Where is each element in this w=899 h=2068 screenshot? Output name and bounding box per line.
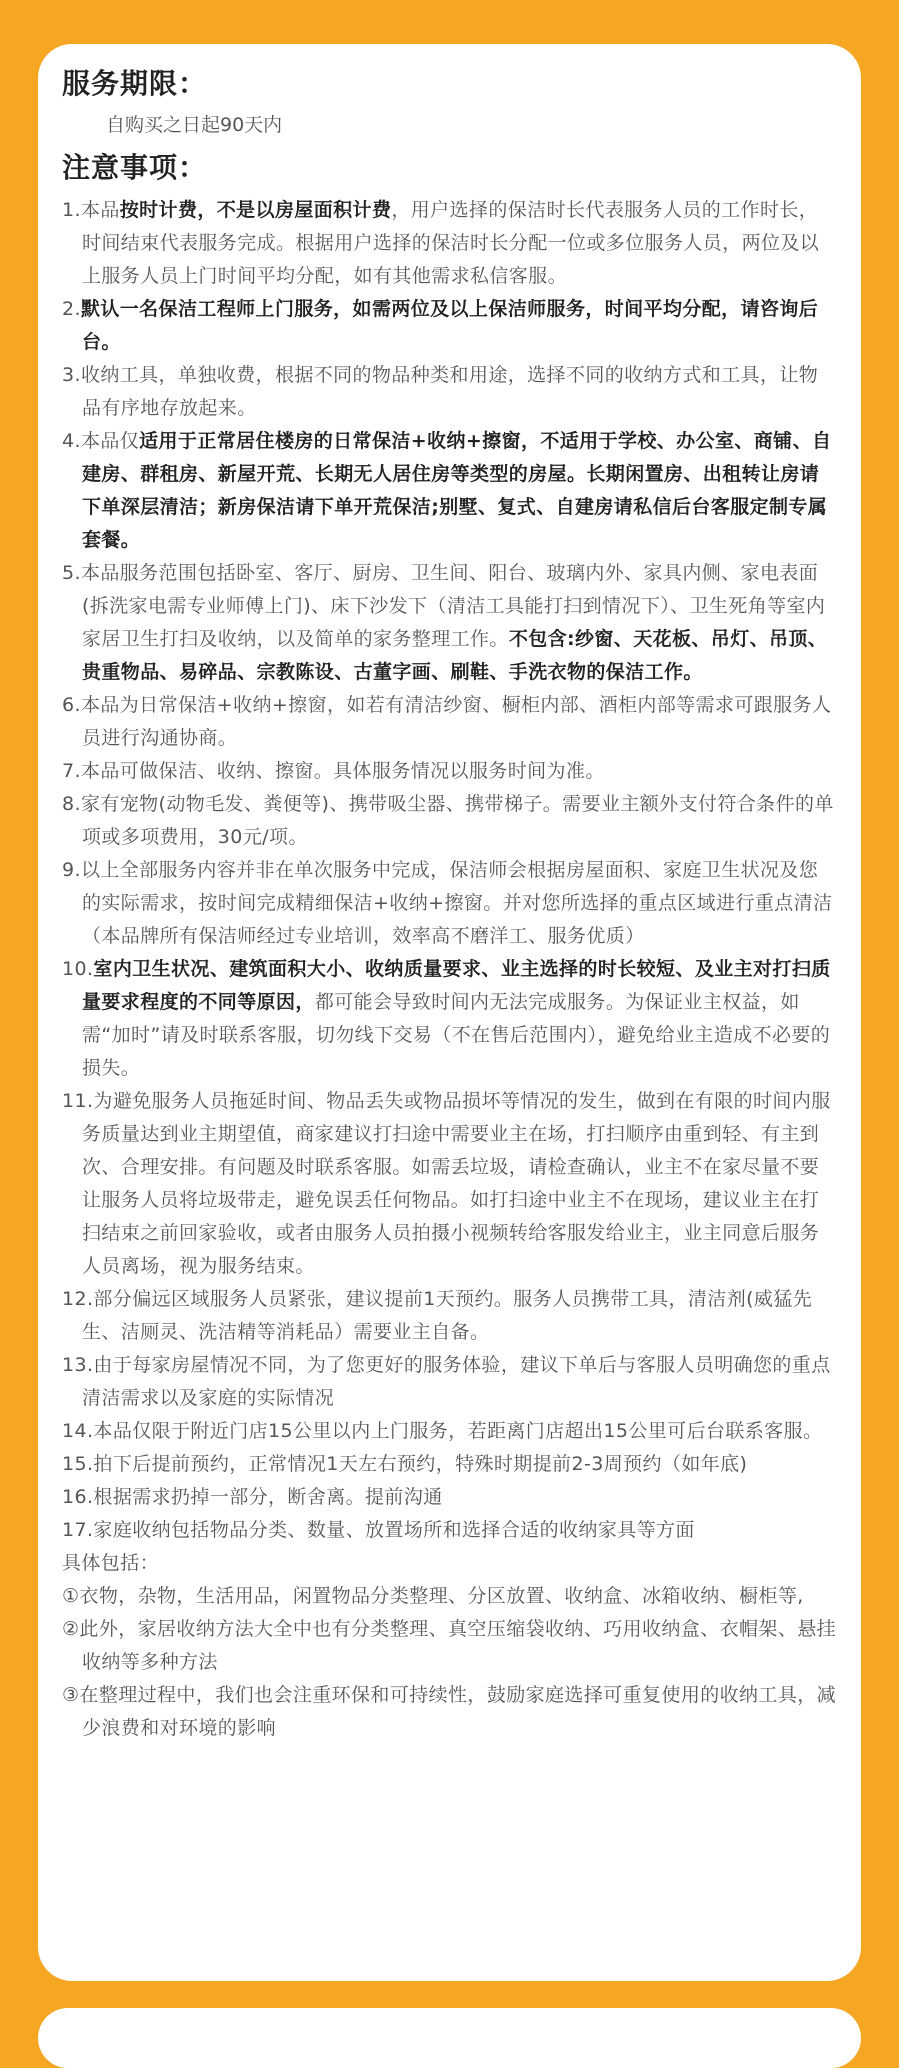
- notice-card: [38, 44, 861, 1981]
- note-item-6: 6.本品为日常保洁+收纳+擦窗，如若有清洁纱窗、橱柜内部、酒柜内部等需求可跟服务人员进行沟通协商。: [62, 694, 832, 749]
- note-item-12: 12.部分偏远区域服务人员紧张，建议提前1天预约。服务人员携带工具，清洁剂(威猛先生、洁厕灵、洗洁精等消耗品）需要业主自备。: [62, 1288, 813, 1343]
- detail-item-1: ①衣物，杂物，生活用品，闲置物品分类整理、分区放置、收纳盒、冰箱收纳、橱柜等,: [62, 1585, 804, 1607]
- note-item-8: 8.家有宠物(动物毛发、粪便等)、携带吸尘器、携带梯子。需要业主额外支付符合条件的单项或多项费用，30元/项。: [62, 793, 834, 848]
- detail-item-2: ②此外，家居收纳方法大全中也有分类整理、真空压缩袋收纳、巧用收纳盒、衣帽架、悬挂收纳等多种方法: [62, 1618, 837, 1673]
- note-item-7: 7.本品可做保洁、收纳、擦窗。具体服务情况以服务时间为准。: [62, 760, 605, 782]
- next-card-edge: [38, 2008, 861, 2068]
- service-period-value: 自购买之日起90天内: [106, 114, 283, 136]
- notes-title: 注意事项：: [62, 151, 208, 184]
- service-period-title: 服务期限：: [62, 67, 208, 100]
- detail-label: 具体包括：: [62, 1552, 160, 1574]
- note-item-17: 17.家庭收纳包括物品分类、数量、放置场所和选择合适的收纳家具等方面: [62, 1519, 695, 1541]
- note-item-1: 1.本品按时计费，不是以房屋面积计费，用户选择的保洁时长代表服务人员的工作时长，时间结束代表服务完成。根据用户选择的保洁时长分配一位或多位服务人员，两位及以上服务人员上门时间平均分配，如有其他需求私信客服。: [62, 199, 820, 287]
- note-item-3: 3.收纳工具，单独收费，根据不同的物品种类和用途，选择不同的收纳方式和工具，让物品有序地存放起来。: [62, 364, 819, 419]
- detail-item-3: ③在整理过程中，我们也会注重环保和可持续性，鼓励家庭选择可重复使用的收纳工具，减少浪费和对环境的影响: [62, 1684, 837, 1739]
- note-item-9: 9.以上全部服务内容并非在单次服务中完成，保洁师会根据房屋面积、家庭卫生状况及您的实际需求，按时间完成精细保洁+收纳+擦窗。并对您所选择的重点区域进行重点清洁（本品牌所有保洁师经过专业培训，效率高不磨洋工、服务优质）: [62, 859, 833, 947]
- note-item-16: 16.根据需求扔掉一部分，断舍离。提前沟通: [62, 1486, 443, 1508]
- note-item-4: 4.本品仅适用于正常居住楼房的日常保洁+收纳+擦窗，不适用于学校、办公室、商铺、自建房、群租房、新屋开荒、长期无人居住房等类型的房屋。长期闲置房、出租转让房请下单深层清洁；新房保洁请下单开荒保洁;别墅、复式、自建房请私信后台客服定制专属套餐。: [62, 430, 832, 551]
- notes-list: [62, 194, 837, 1745]
- note-item-11: 11.为避免服务人员拖延时间、物品丢失或物品损坏等情况的发生，做到在有限的时间内服务质量达到业主期望值，商家建议打扫途中需要业主在场，打扫顺序由重到轻、有主到次、合理安排。有问题及时联系客服。如需丢垃圾，请检查确认，业主不在家尽量不要让服务人员将垃圾带走，避免误丢任何物品。如打扫途中业主不在现场，建议业主在打扫结束之前回家验收，或者由服务人员拍摄小视频转给客服发给业主，业主同意后服务人员离场，视为服务结束。: [62, 1090, 831, 1277]
- note-item-14: 14.本品仅限于附近门店15公里以内上门服务，若距离门店超出15公里可后台联系客服。: [62, 1420, 823, 1442]
- note-item-2: 2.默认一名保洁工程师上门服务，如需两位及以上保洁师服务，时间平均分配，请咨询后台。: [62, 298, 819, 353]
- note-item-15: 15.拍下后提前预约，正常情况1天左右预约，特殊时期提前2-3周预约（如年底): [62, 1453, 748, 1475]
- note-item-10: 10.室内卫生状况、建筑面积大小、收纳质量要求、业主选择的时长较短、及业主对打扫质量要求程度的不同等原因，都可能会导致时间内无法完成服务。为保证业主权益，如需“加时”请及时联系客服，切勿线下交易（不在售后范围内），避免给业主造成不必要的损失。: [62, 958, 831, 1079]
- note-item-5: 5.本品服务范围包括卧室、客厅、厨房、卫生间、阳台、玻璃内外、家具内侧、家电表面(拆洗家电需专业师傅上门)、床下沙发下（清洁工具能打扫到情况下）、卫生死角等室内家居卫生打扫及收纳，以及简单的家务整理工作。不包含:纱窗、天花板、吊灯、吊顶、贵重物品、易碎品、宗教陈设、古董字画、刷鞋、手洗衣物的保洁工作。: [62, 562, 828, 683]
- note-item-13: 13.由于每家房屋情况不同，为了您更好的服务体验，建议下单后与客服人员明确您的重点清洁需求以及家庭的实际情况: [62, 1354, 831, 1409]
